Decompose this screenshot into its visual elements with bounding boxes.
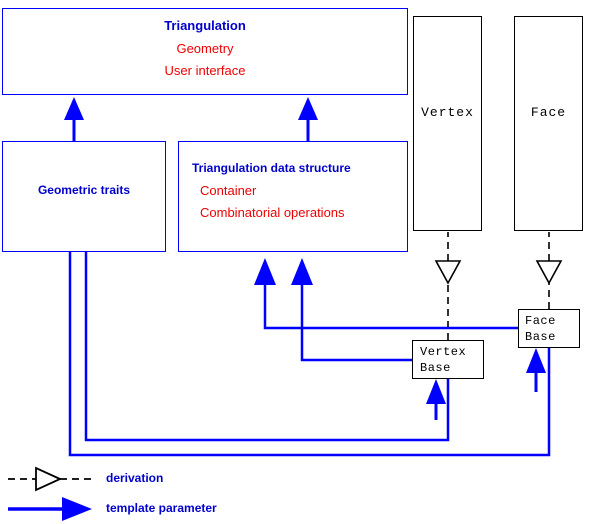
vertex-box xyxy=(413,16,482,231)
legend-derivation-label: derivation xyxy=(106,471,164,485)
vertex-label: Vertex xyxy=(421,105,474,120)
tds-combinatorial-label: Combinatorial operations xyxy=(200,205,345,220)
legend-template-parameter-label: template parameter xyxy=(106,501,217,515)
triangulation-geometry-label: Geometry xyxy=(176,41,234,56)
geometric-traits-label: Geometric traits xyxy=(37,183,131,197)
face-base-line1: Face xyxy=(525,314,556,328)
face-label: Face xyxy=(530,105,567,120)
tds-container-label: Container xyxy=(200,183,257,198)
face-box xyxy=(514,16,583,231)
vertex-base-line2: Base xyxy=(420,361,451,375)
vertex-base-line1: Vertex xyxy=(420,345,467,359)
triangulation-userinterface-label: User interface xyxy=(164,63,246,78)
tds-title: Triangulation data structure xyxy=(192,161,351,175)
face-base-line2: Base xyxy=(525,330,556,344)
triangulation-title: Triangulation xyxy=(164,18,246,33)
